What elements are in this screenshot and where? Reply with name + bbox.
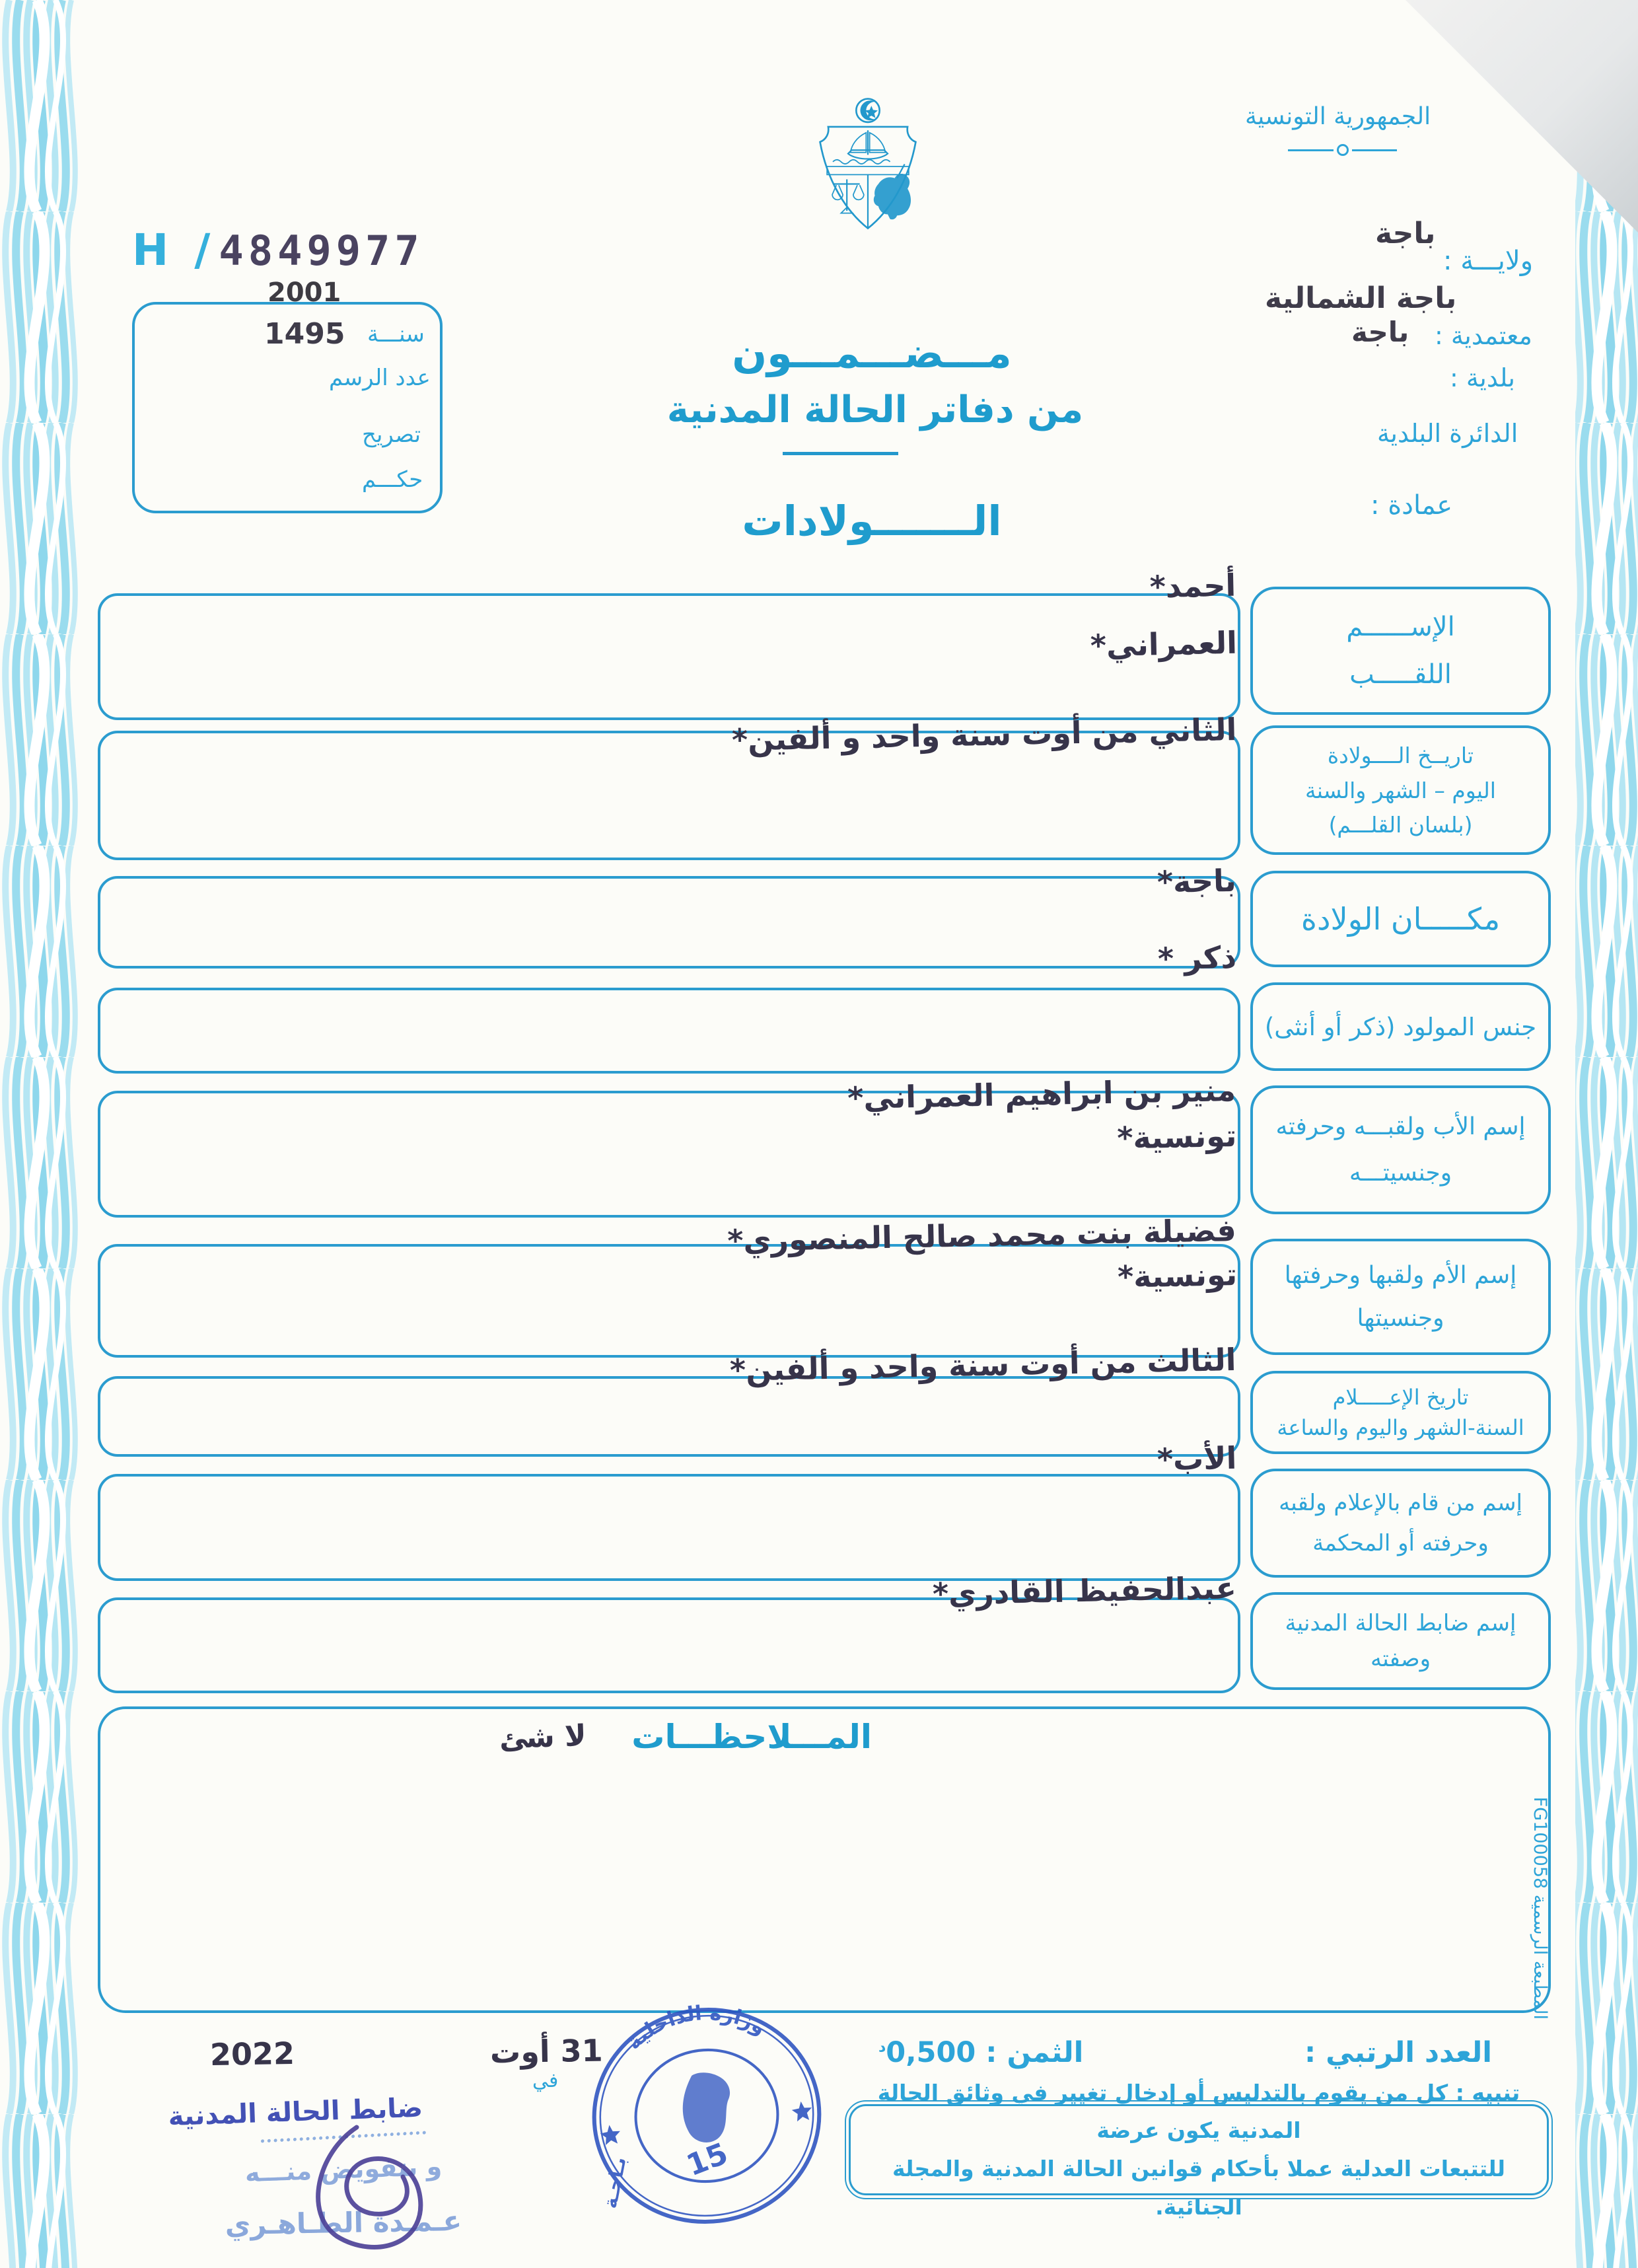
title-line-registers: من دفاتر الحالة المدنية [666,388,1084,431]
republic-heading: الجمهورية التونسية [1245,103,1431,130]
value-box-name [98,593,1240,720]
label-box-informant [1250,1469,1551,1578]
label-notification-date-detail: السنة-الشهر واليوم والساعة [1277,1415,1524,1441]
wilaya-label: ولايـــة : [1443,246,1534,276]
registry-judgment-label: حكـــم [362,466,423,493]
label-father-nationality: وجنسيتـــه [1349,1159,1452,1187]
signature-scribble [277,2114,489,2266]
value-name: أحمد* العمراني* [1090,567,1238,664]
label-box-sex [1250,982,1551,1071]
date-year: 2022 [209,2035,295,2073]
registry-year-label: سنـــة [367,321,425,348]
label-name: الإســــــم [1346,612,1455,642]
label-birth-place: مكـــــان الولادة [1300,901,1501,937]
title-underline [783,452,898,455]
label-surname: اللقـــــب [1349,659,1452,690]
baladiya-label: بلدية : [1450,363,1515,392]
serial-number: 4849977 [219,227,424,275]
label-birth-date-detail: اليوم – الشهر والسنة [1305,777,1496,803]
value-sex: ذكر * [1157,939,1237,977]
baladiya-value: باجة [1351,316,1409,348]
header-divider [1288,144,1397,156]
value-birth-date: الثاني من أوت سنة واحد و ألفين* [731,712,1237,758]
value-box-officer [98,1597,1240,1693]
title-line-births: الـــــــولادات [742,497,1002,545]
warning-line1: تنبيه : كل من يقوم بالتدليس أو إدخال تغيير في وثائق الحالة المدنية يكون عرضة [877,2079,1520,2144]
date-prefix: في [532,2069,559,2092]
warning-line2: للتتبعات العدلية عملا بأحكام قوانين الحالة المدنية والمجلة الجنائية. [892,2156,1505,2220]
notes-label: المـــلاحظـــات [631,1718,872,1756]
price-currency-mark: د [878,2039,886,2056]
registry-declaration-label: تصريح [362,421,421,448]
label-informant-detail: وحرفته أو المحكمة [1312,1529,1489,1556]
svg-text:وزارة الداخلية: وزارة الداخلية [622,2001,770,2055]
officer-stamp-name: عـمـدة الطـاهـري [225,2204,462,2242]
value-notification-date: الثالث من أوت سنة واحد و ألفين* [729,1341,1237,1389]
district-label: الدائرة البلدية [1377,419,1518,448]
serial-prefix: H / [132,225,216,275]
wilaya-value: باجة [1375,217,1436,250]
value-box-notification-date [98,1376,1240,1457]
label-box-father [1250,1085,1551,1214]
title-line-extract: مـــضـــمـــون [732,329,1012,377]
officer-stamp-delegation: و بتفويض منـــه [244,2151,443,2188]
label-birth-date-pen: (بلسان القلـــم) [1328,812,1473,838]
svg-text:بـاجـة: بـاجـة [599,2155,631,2211]
guilloche-left-border [0,0,78,2268]
value-box-informant [98,1474,1240,1581]
label-officer-capacity: وصفته [1371,1646,1431,1673]
label-box-name [1250,587,1551,715]
legal-warning-box [849,2079,1549,2220]
value-officer: عبدالحفيظ القادري* [932,1570,1237,1612]
order-number-label: العدد الرتبي : [1304,2036,1493,2069]
label-mother: إسم الأم ولقبها وحرفتها [1284,1262,1517,1290]
value-mother: فضيلة بنت محمد صالح المنصوري* تونسية* [727,1212,1238,1295]
date-day-month: 31 أوت [489,2032,604,2070]
label-sex: جنس المولود (ذكر أو أنثى) [1264,1012,1537,1041]
label-box-officer [1250,1592,1551,1690]
label-notification-date: تاريخ الإعـــــلام [1332,1384,1469,1410]
label-mother-nationality: وجنسيتها [1357,1304,1444,1332]
svg-text:15: 15 [682,2136,733,2183]
value-birth-place: باجة* [1157,862,1237,900]
registry-year-value: 1495 [264,317,345,351]
imada-label: عمادة : [1371,490,1453,521]
guilloche-right-border [1575,0,1638,2268]
label-box-birth-place [1250,871,1551,967]
printing-house-reference: المطبعة الرسمية FG100058 [1530,1796,1550,2020]
delegation-value: باجة الشمالية [1265,281,1457,315]
value-father: منير بن ابراهيم العمراني* تونسية* [847,1072,1238,1156]
value-informant: الأب* [1157,1440,1237,1478]
label-box-notification-date [1250,1371,1551,1454]
delegation-label: معتمدية : [1435,321,1532,350]
price-label [878,2036,1083,2069]
label-father: إسم الأب ولقبـــه وحرفته [1275,1113,1526,1140]
round-ministry-stamp [568,1987,845,2244]
label-box-mother [1250,1239,1551,1355]
label-officer: إسم ضابط الحالة المدنية [1285,1609,1516,1636]
label-birth-date: تاريــخ الــــولادة [1327,742,1474,768]
serial-number-block [132,225,424,275]
tunisia-coat-of-arms [809,96,927,237]
label-informant: إسم من قام بالإعلام ولقبه [1279,1490,1522,1517]
officer-stamp-title: ضابط الحالة المدنية [167,2092,423,2133]
price-text: الثمن : 0,500 [886,2036,1084,2069]
serial-year: 2001 [267,277,341,308]
value-box-sex [98,988,1240,1074]
notes-value: لا شئ [499,1718,587,1756]
value-box-birth-place [98,876,1240,969]
registry-act-number-label: عدد الرسم [329,365,431,391]
label-box-birth-date [1250,725,1551,855]
